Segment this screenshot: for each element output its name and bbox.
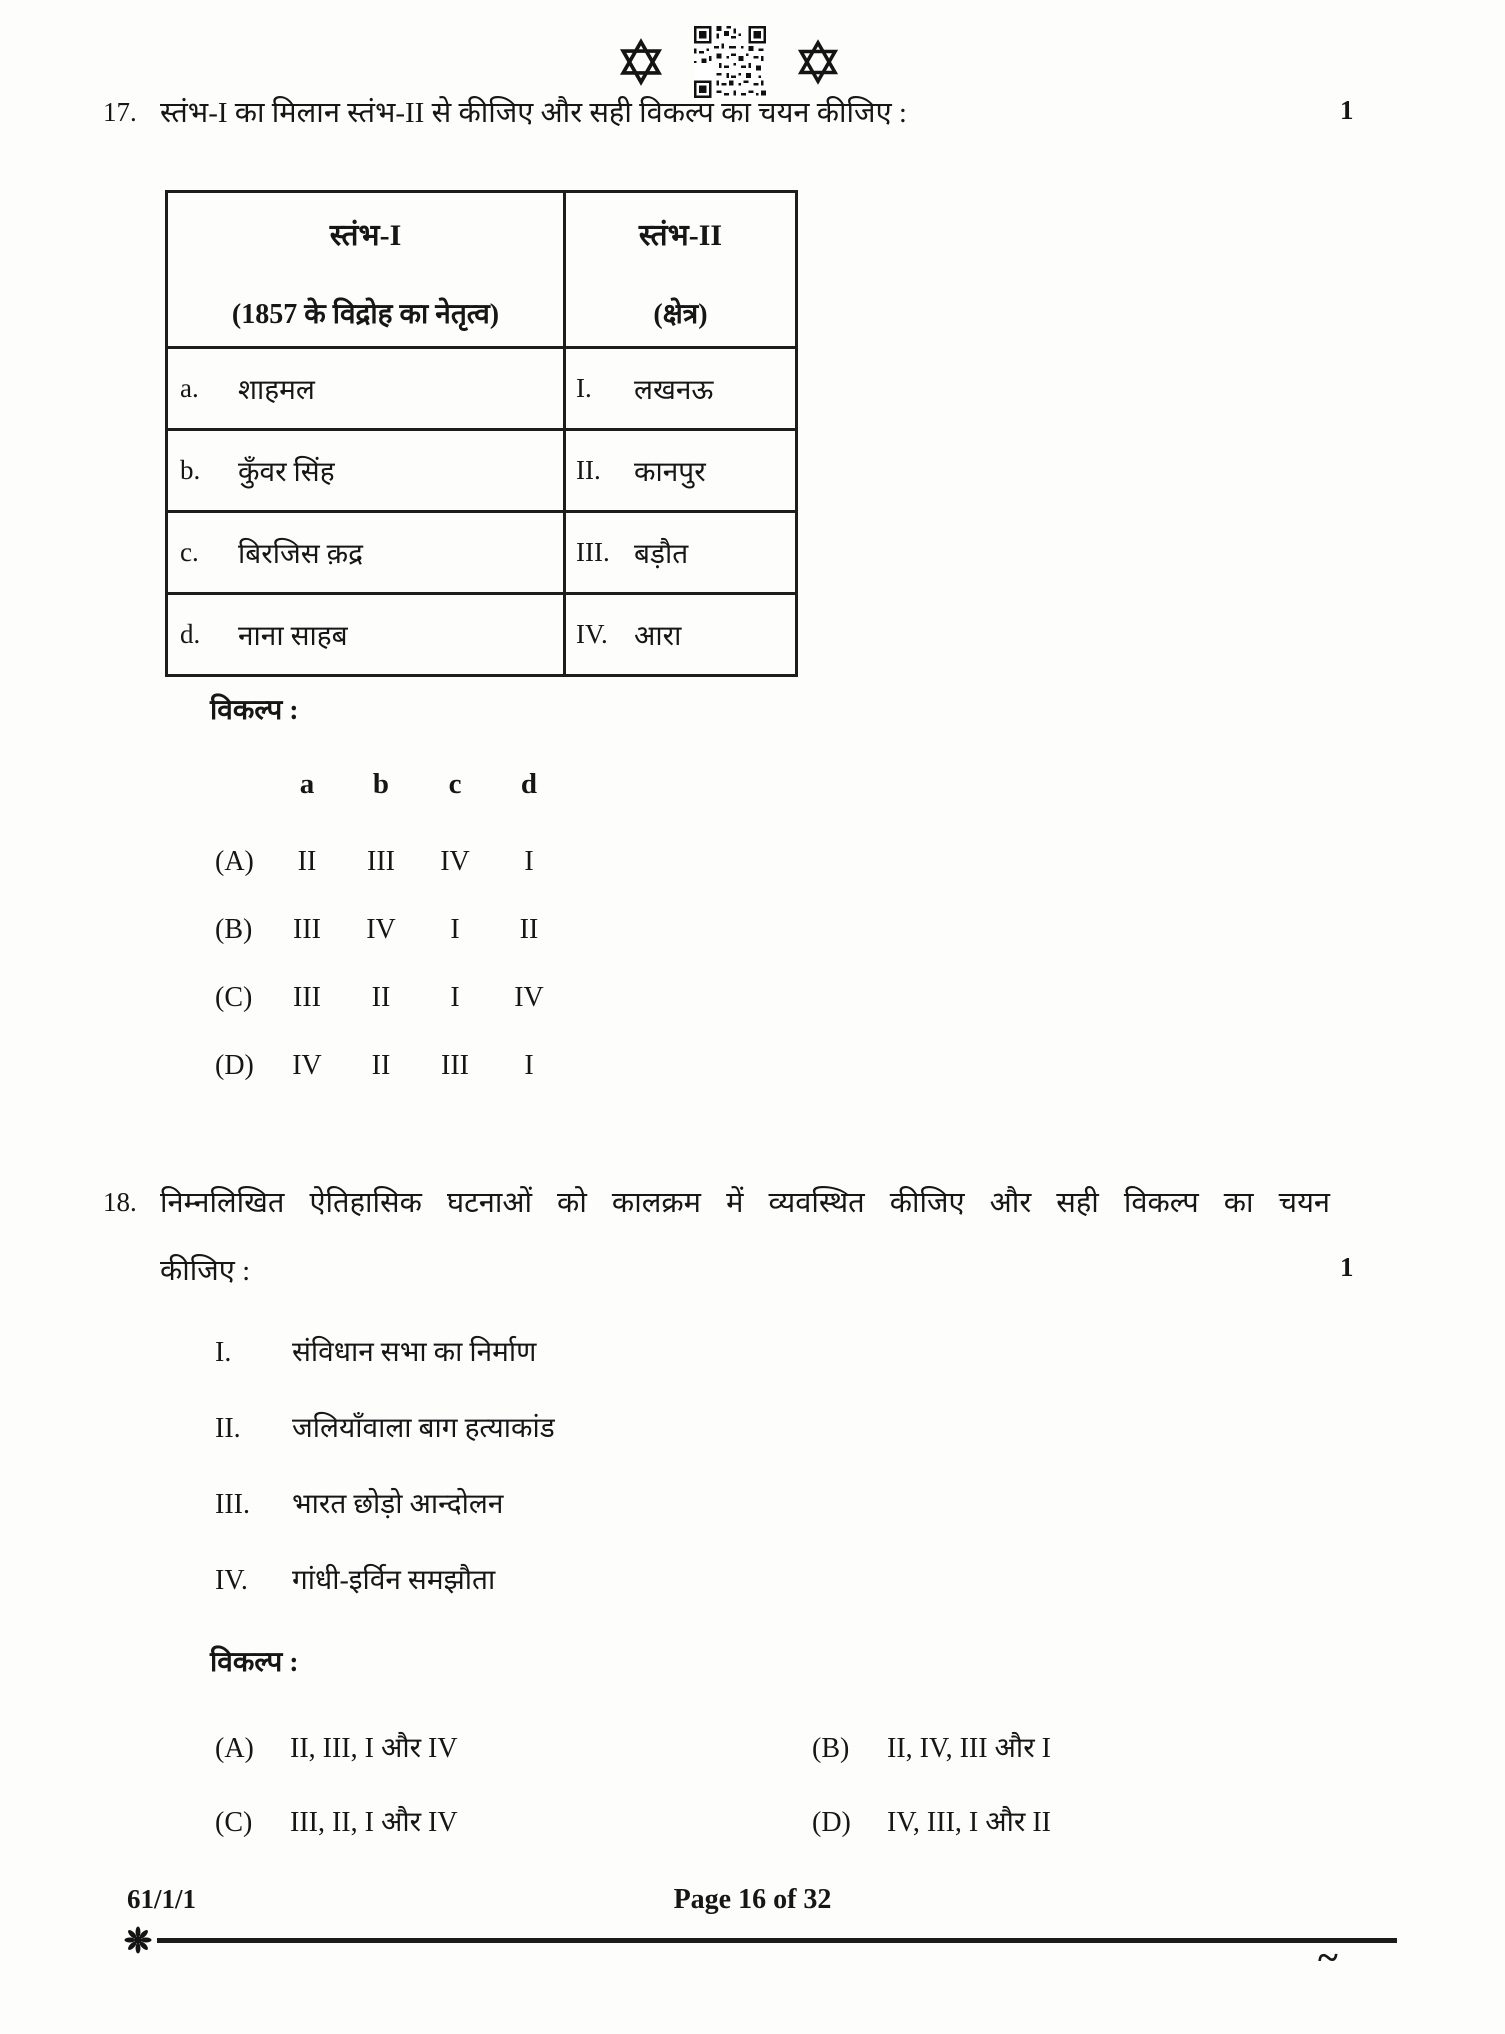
q17-option-C — [215, 982, 566, 1014]
q18-number: 18. — [103, 1187, 137, 1217]
option-value: II — [371, 982, 391, 1013]
option-value: IV — [514, 982, 544, 1013]
q17-option-D — [215, 1050, 566, 1082]
option-label: (B) — [215, 914, 253, 945]
option-label: (D) — [215, 1050, 254, 1081]
option-text: II, III, I और IV — [290, 1733, 458, 1764]
q18-item-IV — [215, 1560, 495, 1598]
q17-match-table — [165, 190, 798, 677]
table-row — [168, 346, 563, 428]
table-row — [563, 428, 795, 510]
q17-number: 17. — [103, 97, 137, 127]
row-right-text: बड़ौत — [634, 538, 689, 570]
star-of-david-icon — [618, 37, 664, 87]
item-text: भारत छोड़ो आन्दोलन — [292, 1489, 504, 1520]
option-value: III — [441, 1050, 469, 1081]
row-numeral: IV. — [576, 619, 608, 649]
table-row — [563, 346, 795, 428]
item-numeral: I. — [215, 1337, 232, 1368]
col-letter-c: c — [448, 768, 462, 800]
footer-rule — [157, 1938, 1397, 1943]
table-row — [563, 592, 795, 674]
row-left-text: बिरजिस क़द्र — [238, 538, 364, 570]
option-text: II, IV, III और I — [887, 1733, 1051, 1764]
page-header-icons — [618, 26, 840, 98]
table-row — [563, 510, 795, 592]
option-label: (A) — [215, 1733, 254, 1764]
row-letter: a. — [180, 373, 199, 403]
table-row — [168, 592, 563, 674]
row-left-text: कुँवर सिंह — [238, 456, 335, 488]
q18-marks: 1 — [1340, 1252, 1354, 1282]
option-value: I — [450, 982, 460, 1013]
option-value: I — [524, 846, 534, 877]
q18-text-line1: निम्नलिखित ऐतिहासिक घटनाओं को कालक्रम में व्यवस्थित कीजिए और सही विकल्प का चयन — [160, 1187, 1330, 1219]
item-numeral: II. — [215, 1413, 241, 1444]
q17-options-header — [270, 768, 566, 801]
item-numeral: IV. — [215, 1565, 248, 1596]
row-letter: d. — [180, 619, 201, 649]
option-value: III — [367, 846, 395, 877]
row-right-text: कानपुर — [634, 456, 706, 488]
tilde-mark: ~ — [1318, 1937, 1338, 1979]
option-value: III — [293, 914, 321, 945]
item-text: संविधान सभा का निर्माण — [292, 1337, 537, 1368]
col2-title: स्तंभ-II — [638, 219, 723, 252]
qr-code-icon — [694, 26, 766, 98]
option-label: (C) — [215, 1807, 253, 1838]
row-letter: b. — [180, 455, 201, 485]
option-label: (A) — [215, 846, 254, 877]
col1-subtitle: (1857 के विद्रोह का नेतृत्व) — [231, 299, 500, 330]
row-right-text: लखनऊ — [634, 374, 714, 406]
paper-code: 61/1/1 — [127, 1884, 197, 1914]
item-numeral: III. — [215, 1489, 250, 1520]
q17-option-B — [215, 914, 566, 946]
row-letter: c. — [180, 537, 199, 567]
option-value: IV — [292, 1050, 322, 1081]
option-value: I — [450, 914, 460, 945]
row-numeral: II. — [576, 455, 601, 485]
item-text: गांधी-इर्विन समझौता — [292, 1565, 496, 1596]
table-col1-header — [168, 193, 563, 346]
option-value: II — [519, 914, 539, 945]
q18-option-A — [215, 1728, 458, 1766]
col-letter-d: d — [520, 768, 538, 800]
option-value: I — [524, 1050, 534, 1081]
option-value: III — [293, 982, 321, 1013]
col-letter-a: a — [299, 768, 315, 800]
option-text: III, II, I और IV — [290, 1807, 458, 1838]
q17-options-label: विकल्प : — [210, 695, 299, 726]
row-numeral: III. — [576, 537, 610, 567]
q18-option-C — [215, 1802, 458, 1840]
option-value: IV — [366, 914, 396, 945]
table-row — [168, 428, 563, 510]
q17-option-A — [215, 846, 566, 878]
q18-item-I — [215, 1332, 536, 1370]
row-numeral: I. — [576, 373, 592, 403]
option-value: IV — [440, 846, 470, 877]
q18-option-D — [812, 1802, 1051, 1840]
col2-subtitle: (क्षेत्र) — [653, 299, 708, 330]
row-left-text: शाहमल — [238, 374, 315, 406]
table-col2-header — [563, 193, 795, 346]
table-row — [168, 510, 563, 592]
page-number: Page 16 of 32 — [673, 1884, 832, 1915]
q17-text: स्तंभ-I का मिलान स्तंभ-II से कीजिए और सही विकल्प का चयन कीजिए : — [160, 97, 907, 129]
option-label: (B) — [812, 1733, 850, 1764]
item-text: जलियाँवाला बाग हत्याकांड — [292, 1413, 555, 1444]
q18-text-line2: कीजिए : — [160, 1255, 251, 1287]
q18-item-II — [215, 1408, 555, 1446]
q18-item-III — [215, 1484, 503, 1522]
option-label: (C) — [215, 982, 253, 1013]
q17-marks: 1 — [1340, 95, 1354, 125]
q18-options-label: विकल्प : — [210, 1647, 299, 1678]
option-label: (D) — [812, 1807, 851, 1838]
q18-option-B — [812, 1728, 1051, 1766]
col1-title: स्तंभ-I — [329, 219, 402, 252]
row-left-text: नाना साहब — [238, 620, 348, 652]
row-right-text: आरा — [634, 620, 682, 652]
option-text: IV, III, I और II — [887, 1807, 1051, 1838]
option-value: II — [371, 1050, 391, 1081]
star-of-david-icon — [796, 38, 840, 86]
col-letter-b: b — [372, 768, 390, 800]
option-value: II — [297, 846, 317, 877]
flower-asterisk-icon — [124, 1926, 152, 1959]
